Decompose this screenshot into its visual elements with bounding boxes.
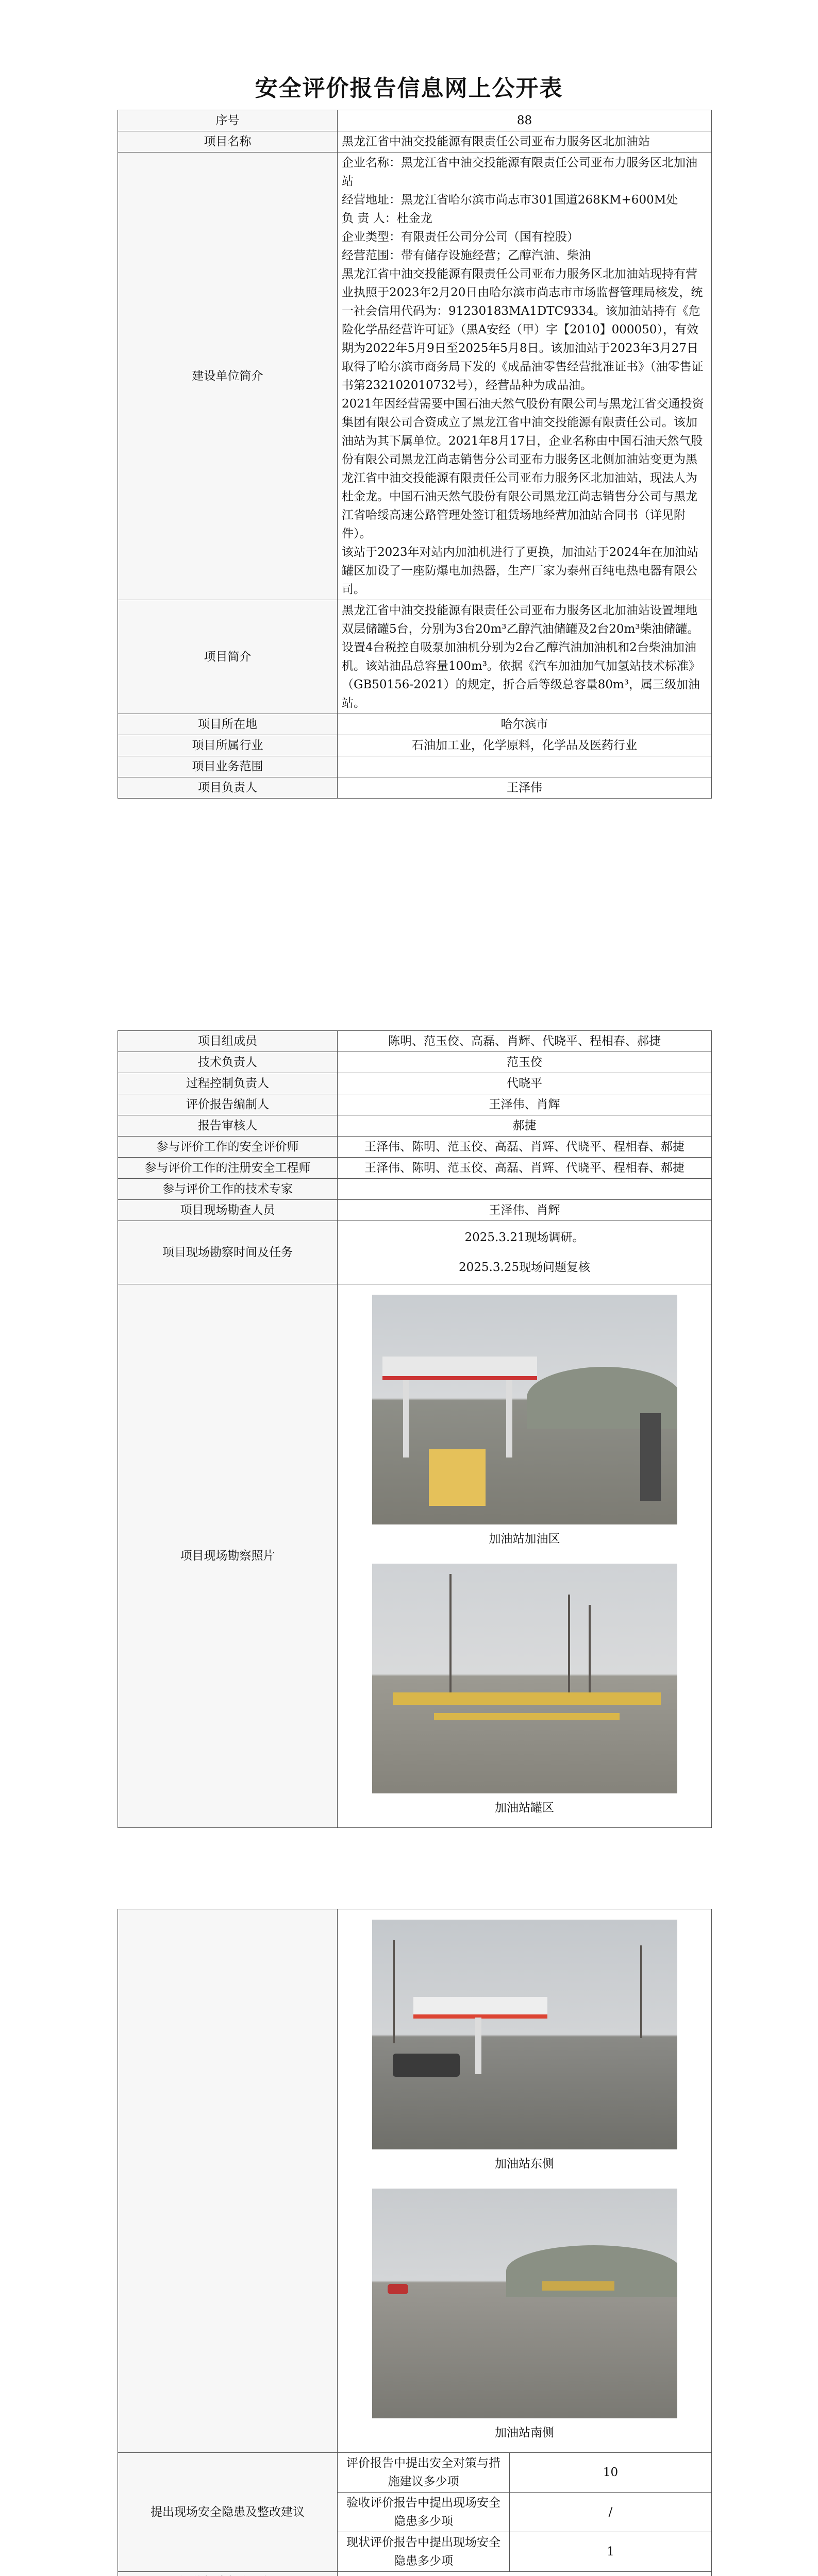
process-label: 过程控制负责人 [118, 1073, 338, 1094]
table-row [118, 1052, 712, 1073]
table-row [118, 110, 712, 131]
leader-label: 项目负责人 [118, 777, 338, 799]
table-row [118, 2572, 712, 2576]
table-row [118, 1073, 712, 1094]
industry-label: 项目所属行业 [118, 735, 338, 756]
expert-label: 参与评价工作的技术专家 [118, 1179, 338, 1200]
table-row [118, 600, 712, 714]
leader-value: 王泽伟 [338, 777, 712, 799]
photos-label-cont [118, 1909, 338, 2453]
project-name-label: 项目名称 [118, 131, 338, 152]
scope-value [338, 756, 712, 777]
unit-intro-line: 黑龙江省中油交投能源有限责任公司亚布力服务区北加油站现持有营业执照于2023年2月20日由哈尔滨市尚志市市场监督管理局核发，统一社会信用代码为：91230183MA1DTC9334。该加油站持有《危险化学品经营许可证》（黑A安经（甲）字【2010】000050），有效期为2022年5月9日至2025年5月8日。该加油站于2023年3月27日取得了哈尔滨市商务局下发的《成品油零售经营批准证书》（油零售证书第232102010732号），经营品种为成品油。 [342, 267, 704, 392]
site-time-line: 2025.3.21现场调研。 [464, 1231, 585, 1244]
table-row [118, 1094, 712, 1115]
photos-cell [338, 1284, 712, 1828]
page-title: 安全评价报告信息网上公开表 [255, 75, 563, 101]
reg-eng-value: 王泽伟、陈明、范玉佼、高磊、肖辉、代晓平、程相春、郝捷 [338, 1158, 712, 1179]
tech-value: 范玉佼 [338, 1052, 712, 1073]
photo-caption: 加油站南侧 [495, 2426, 554, 2439]
table-row [118, 735, 712, 756]
table-row [118, 756, 712, 777]
seq-label: 序号 [118, 110, 338, 131]
site-photo-fuel-area [372, 1295, 677, 1524]
canopy-shape [413, 1997, 547, 2019]
writer-value: 王泽伟、肖辉 [338, 1094, 712, 1115]
project-intro-value: 黑龙江省中油交投能源有限责任公司亚布力服务区北加油站设置埋地双层储罐5台，分别为3台20m³乙醇汽油储罐及2台20m³柴油储罐。设置4台税控自吸泵加油机分别为2台乙醇汽油加油机和2台柴油加油机。该站油品总容量100m³。依据《汽车加油加气加氢站技术标准》（GB50156-2021）的规定，折合后等级总容量80m³，属三级加油站。 [338, 600, 712, 714]
site-person-label: 项目现场勘查人员 [118, 1200, 338, 1221]
photo-caption: 加油站加油区 [489, 1532, 560, 1546]
table-row [118, 1909, 712, 2453]
table-row [118, 1031, 712, 1052]
table-row [118, 1221, 712, 1284]
table-row [118, 1137, 712, 1158]
table-row [118, 777, 712, 799]
expert-value [338, 1179, 712, 1200]
table-row [118, 1200, 712, 1221]
seq-value: 88 [338, 110, 712, 131]
table-row [118, 152, 712, 600]
safety-eval-label: 参与评价工作的安全评价师 [118, 1137, 338, 1158]
location-value: 哈尔滨市 [338, 714, 712, 735]
hazard-question: 评价报告中提出安全对策与措施建议多少项 [338, 2453, 510, 2493]
info-table-2 [118, 1030, 712, 1828]
members-label: 项目组成员 [118, 1031, 338, 1052]
site-photo-south-side [372, 2189, 677, 2418]
members-value: 陈明、范玉佼、高磊、肖辉、代晓平、程相春、郝捷 [338, 1031, 712, 1052]
table-row [118, 1284, 712, 1828]
canopy-shape [382, 1357, 537, 1380]
writer-label: 评价报告编制人 [118, 1094, 338, 1115]
project-name-value: 黑龙江省中油交投能源有限责任公司亚布力服务区北加油站 [338, 131, 712, 152]
photos-cell-cont [338, 1909, 712, 2453]
site-time-label: 项目现场勘察时间及任务 [118, 1221, 338, 1284]
location-label: 项目所在地 [118, 714, 338, 735]
unit-intro-line: 经营范围：带有储存设施经营；乙醇汽油、柴油 [342, 249, 591, 262]
info-table-1 [118, 110, 712, 799]
tech-label: 技术负责人 [118, 1052, 338, 1073]
table-row [118, 1115, 712, 1137]
unit-intro-label: 建设单位简介 [118, 152, 338, 600]
site-time-line: 2025.3.25现场问题复核 [458, 1261, 591, 1274]
industry-value: 石油加工业，化学原料，化学品及医药行业 [338, 735, 712, 756]
table-row [118, 131, 712, 152]
hazard-answer: / [510, 2493, 712, 2532]
reviewer-value: 郝捷 [338, 1115, 712, 1137]
unit-intro-line: 企业类型：有限责任公司分公司（国有控股） [342, 230, 579, 244]
photo-caption: 加油站东侧 [495, 2157, 554, 2171]
unit-intro-value [338, 152, 712, 600]
table-row [118, 714, 712, 735]
unit-intro-line: 负 责 人：杜金龙 [342, 212, 432, 225]
table-row [118, 1158, 712, 1179]
hazard-answer: 1 [510, 2532, 712, 2572]
reg-eng-label: 参与评价工作的注册安全工程师 [118, 1158, 338, 1179]
safety-eval-value: 王泽伟、陈明、范玉佼、高磊、肖辉、代晓平、程相春、郝捷 [338, 1137, 712, 1158]
info-table-3 [118, 1909, 712, 2576]
unit-intro-line: 2021年因经营需要中国石油天然气股份有限公司与黑龙江省交通投资集团有限公司合资成立了黑龙江省中油交投能源有限责任公司。该加油站为其下属单位。2021年8月17日，企业名称由中国石油天然气股份有限公司黑龙江尚志销售分公司亚布力服务区北侧加油站变更为黑龙江省中油交投能源有限责任公司亚布力服务区北加油站，现法人为杜金龙。中国石油天然气股份有限公司黑龙江尚志销售分公司与黑龙江省哈绥高速公路管理处签订租赁场地经营加油站合同书（详见附件）。 [342, 397, 704, 540]
process-value: 代晓平 [338, 1073, 712, 1094]
photos-label: 项目现场勘察照片 [118, 1284, 338, 1828]
hazard-question: 现状评价报告中提出现场安全隐患多少项 [338, 2532, 510, 2572]
unit-intro-line: 经营地址：黑龙江省哈尔滨市尚志市301国道268KM+600M处 [342, 193, 678, 207]
submit-value [338, 2572, 712, 2576]
unit-intro-line: 企业名称：黑龙江省中油交投能源有限责任公司亚布力服务区北加油站 [342, 156, 697, 188]
table-row [118, 1179, 712, 1200]
table-row [118, 2453, 712, 2493]
hazard-answer: 10 [510, 2453, 712, 2493]
scope-label: 项目业务范围 [118, 756, 338, 777]
hazard-question: 验收评价报告中提出现场安全隐患多少项 [338, 2493, 510, 2532]
project-intro-label: 项目简介 [118, 600, 338, 714]
submit-label [118, 2572, 338, 2576]
site-person-value: 王泽伟、肖辉 [338, 1200, 712, 1221]
site-photo-tank-area [372, 1564, 677, 1793]
photo-caption: 加油站罐区 [495, 1801, 554, 1815]
unit-intro-line: 该站于2023年对站内加油机进行了更换，加油站于2024年在加油站罐区加设了一座防爆电加热器，生产厂家为泰州百纯电热电器有限公司。 [342, 546, 699, 596]
site-time-value [338, 1221, 712, 1284]
hazard-label: 提出现场安全隐患及整改建议 [118, 2453, 338, 2572]
reviewer-label: 报告审核人 [118, 1115, 338, 1137]
site-photo-east-side [372, 1920, 677, 2149]
